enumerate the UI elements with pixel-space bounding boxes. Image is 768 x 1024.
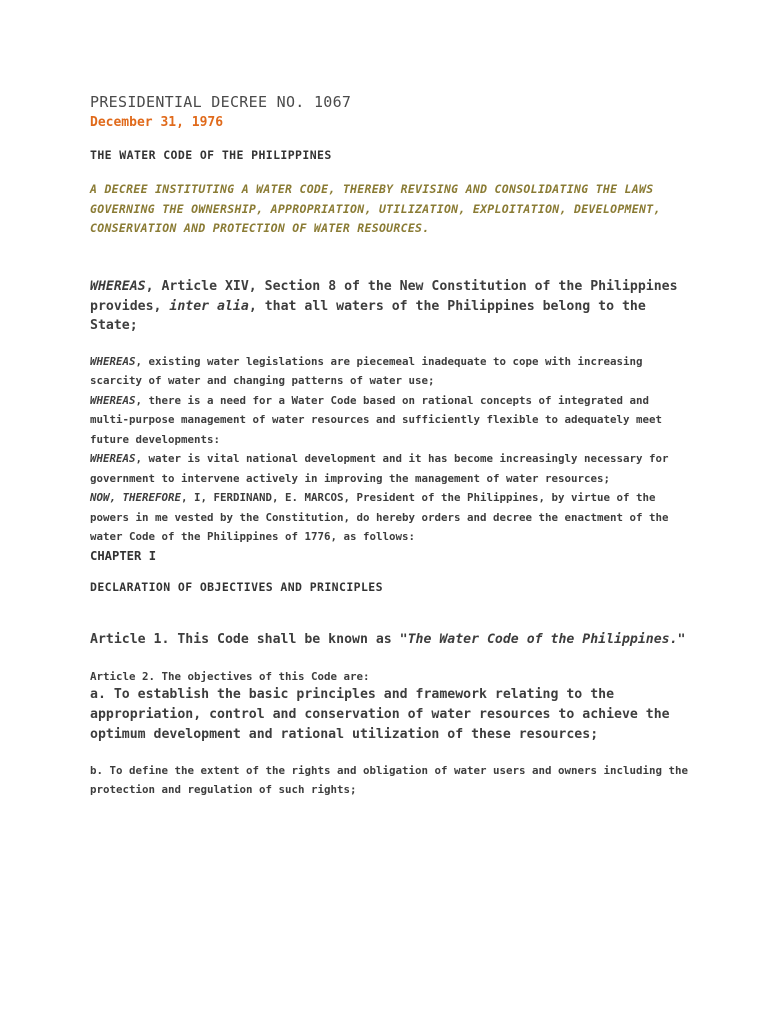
whereas-keyword: WHEREAS — [90, 279, 146, 295]
preamble-block — [90, 352, 690, 547]
therefore-keyword: NOW, THEREFORE — [90, 491, 182, 505]
decree-date: December 31, 1976 — [90, 115, 224, 130]
chapter-heading: DECLARATION OF OBJECTIVES AND PRINCIPLES — [90, 579, 383, 594]
article-1 — [90, 630, 690, 650]
preamble-text: , there is a need for a Water Code based on rational concepts of integrated and multi-purpose management of water resources and sufficiently flexible to adequately meet future developments: — [90, 393, 663, 446]
objective-a: a. To establish the basic principles and framework relating to the appropriation, control and conservation of water resources to achieve the optimum development and rational utilization of these resources; — [90, 687, 670, 742]
preamble-text: , existing water legislations are piecemeal inadequate to cope with increasing scarcity of water and changing patterns of water use; — [90, 354, 643, 388]
preamble-text: , that all waters of the Philippines belong to the State; — [90, 298, 646, 334]
chapter-label: CHAPTER I — [90, 548, 157, 563]
preamble-text: , water is vital national development and it has become increasingly necessary for government to intervene actively in improving the management of water resources; — [90, 452, 669, 485]
whereas-keyword: WHEREAS — [90, 354, 136, 368]
article-1-text: Article 1. This Code shall be known as — [90, 631, 400, 647]
objective-b: b. To define the extent of the rights and obligation of water users and owners including the protection and regulation of such rights; — [90, 763, 689, 796]
preamble-paragraph-3 — [90, 391, 690, 450]
preamble-paragraph-5 — [90, 488, 690, 547]
whereas-keyword: WHEREAS — [90, 452, 136, 466]
decree-title: PRESIDENTIAL DECREE NO. 1067 — [90, 93, 352, 111]
preamble-text: , I, FERDINAND, E. MARCOS, President of the Philippines, by virtue of the powers in me vested by the Constitution, do hereby orders and decree the enactment of the water Code of the Philippines of 1776, as follows: — [90, 491, 669, 544]
preamble-text: , Article XIV, Section 8 of the New Constitution of the Philippines provides, — [90, 279, 678, 314]
whereas-keyword: WHEREAS — [90, 393, 136, 407]
latin-phrase: inter alia — [169, 298, 249, 314]
decree-subtitle: A DECREE INSTITUTING A WATER CODE, THEREBY REVISING AND CONSOLIDATING THE LAWS GOVERNING THE OWNERSHIP, APPROPRIATION, UTILIZATION, EXPLOITATION, DEVELOPMENT, CONSERVATION AND PROTECTION OF WATER RESOURCES. — [90, 182, 661, 236]
preamble-paragraph-2 — [90, 352, 690, 391]
code-title: THE WATER CODE OF THE PHILIPPINES — [90, 148, 332, 162]
article-2-intro: Article 2. The objectives of this Code are: — [90, 670, 370, 684]
code-name-quote: "The Water Code of the Philippines." — [399, 631, 686, 647]
preamble-paragraph-1 — [90, 277, 690, 336]
preamble-paragraph-4 — [90, 449, 690, 488]
document-page — [90, 92, 690, 800]
